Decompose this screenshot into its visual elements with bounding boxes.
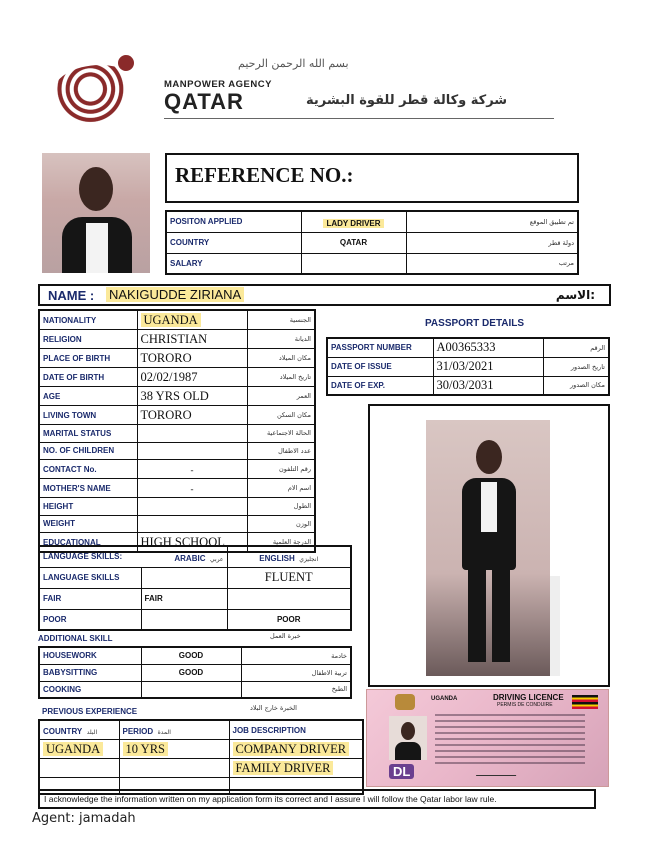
personal-row: [39, 442, 315, 460]
language-row-english: FLUENT: [227, 567, 351, 588]
logo-figure-icon: [118, 55, 134, 71]
applicant-name: NAKIGUDDE ZIRIANA: [106, 287, 244, 302]
position-arabic: تم تطبيق الموقع: [406, 211, 578, 232]
personal-value-cell: [137, 330, 247, 349]
personal-value: HIGH SCHOOL: [140, 535, 225, 549]
personal-value-cell: [137, 425, 247, 443]
personal-arabic: الجنسية: [247, 310, 315, 330]
personal-value-cell: [137, 349, 247, 368]
salary-row: [166, 253, 578, 274]
arabic-head: ARABIC: [174, 553, 206, 563]
poor-english: POOR: [227, 609, 351, 630]
agency-small-name: MANPOWER AGENCY: [164, 79, 272, 90]
personal-row: [39, 387, 315, 406]
personal-value: -: [190, 465, 194, 475]
bismillah: بسم الله الرحمن الرحيم: [238, 57, 349, 70]
babysitting-row: [39, 664, 351, 681]
personal-label: MOTHER'S NAME: [39, 479, 137, 498]
personal-value-cell: [137, 442, 247, 460]
language-row-arabic: [141, 567, 227, 588]
header: [48, 55, 568, 125]
additional-table: [38, 646, 352, 699]
experience-table: [38, 719, 364, 795]
licence-title: DRIVING LICENCE: [493, 693, 564, 702]
personal-value: -: [190, 484, 194, 494]
personal-value-cell: [137, 460, 247, 479]
personal-arabic: الدرجة العلمية: [247, 533, 315, 553]
personal-row: [39, 368, 315, 387]
english-head: ENGLISH: [259, 553, 295, 563]
issue-date-value: 31/03/2021: [433, 357, 543, 376]
language-header-row: [39, 546, 351, 567]
poor-arabic: [141, 609, 227, 630]
fair-row: [39, 588, 351, 609]
passport-number-arabic: الرقم: [543, 338, 609, 357]
passport-table: [326, 337, 610, 396]
personal-label: NATIONALITY: [39, 310, 137, 330]
housework-label: HOUSEWORK: [39, 647, 141, 664]
personal-value: CHRISTIAN: [140, 332, 208, 346]
personal-value-cell: [137, 310, 247, 330]
language-row-label: LANGUAGE SKILLS: [39, 567, 141, 588]
housework-arabic: خادمة: [241, 647, 351, 664]
country-arabic: دولة قطر: [406, 232, 578, 253]
uganda-flag-icon: [572, 695, 598, 709]
salary-label: SALARY: [166, 253, 301, 274]
acknowledgement-box: [38, 789, 596, 809]
agency-arabic-name: شركة وكالة قطر للقوة البشرية: [306, 93, 508, 108]
experience-period: 10 YRS: [123, 742, 168, 756]
housework-value: GOOD: [141, 647, 241, 664]
experience-job-2: FAMILY DRIVER: [233, 761, 334, 775]
col-country-ar: البلد: [86, 729, 98, 736]
personal-label: RELIGION: [39, 330, 137, 349]
expiry-date-arabic: مكان الصدور: [543, 376, 609, 395]
agency-big-name: QATAR: [164, 89, 244, 114]
personal-row: [39, 460, 315, 479]
personal-arabic: الطول: [247, 498, 315, 516]
acknowledgement-text: I acknowledge the information written on my application form its correct and I assure I will follow the Qatar labor law rule.: [44, 794, 497, 804]
issue-date-arabic: تاريخ الصدور: [543, 357, 609, 376]
personal-row: [39, 406, 315, 425]
cooking-label: COOKING: [39, 681, 141, 698]
personal-value: 02/02/1987: [140, 370, 198, 384]
full-photo-frame: [368, 404, 610, 687]
poor-row: [39, 609, 351, 630]
babysitting-label: BABYSITTING: [39, 664, 141, 681]
fair-english: [227, 588, 351, 609]
cooking-row: [39, 681, 351, 698]
personal-label: LIVING TOWN: [39, 406, 137, 425]
personal-label: MARITAL STATUS: [39, 425, 137, 443]
personal-label: CONTACT No.: [39, 460, 137, 479]
personal-arabic: العمر: [247, 387, 315, 406]
licence-subtitle: PERMIS DE CONDUIRE: [497, 702, 553, 708]
personal-value-cell: [137, 368, 247, 387]
personal-arabic: عدد الاطفال: [247, 442, 315, 460]
personal-row: [39, 515, 315, 533]
arabic-head-ar: عربي: [209, 555, 224, 563]
personal-label: EDUCATIONAL: [39, 533, 137, 553]
position-value-text: LADY DRIVER: [323, 219, 383, 228]
personal-arabic: تاريخ الميلاد: [247, 368, 315, 387]
personal-row: [39, 498, 315, 516]
personal-row: [39, 479, 315, 498]
passport-number-label: PASSPORT NUMBER: [327, 338, 433, 357]
issue-date-row: [327, 357, 609, 376]
header-underline: [164, 118, 554, 119]
experience-title-ar: الخبرة خارج البلاد: [250, 704, 297, 712]
personal-row: [39, 310, 315, 330]
personal-table: [38, 309, 316, 553]
experience-row: [39, 740, 363, 759]
additional-title: ADDITIONAL SKILL: [38, 634, 113, 643]
reference-title: REFERENCE NO.:: [175, 163, 354, 187]
passport-number-row: [327, 338, 609, 357]
agency-logo-icon: [52, 65, 148, 125]
salary-arabic: مرتب: [406, 253, 578, 274]
babysitting-value: GOOD: [141, 664, 241, 681]
licence-country: UGANDA: [431, 696, 458, 702]
fair-label: FAIR: [39, 588, 141, 609]
country-row: [166, 232, 578, 253]
experience-row: [39, 759, 363, 778]
additional-title-ar: خبرة العمل: [270, 632, 301, 640]
housework-row: [39, 647, 351, 664]
personal-arabic: رقم التلفون: [247, 460, 315, 479]
experience-job-1: COMPANY DRIVER: [233, 742, 350, 756]
personal-label: DATE OF BIRTH: [39, 368, 137, 387]
personal-value-cell: [137, 498, 247, 516]
personal-label: AGE: [39, 387, 137, 406]
language-row: [39, 567, 351, 588]
personal-value: TORORO: [140, 408, 192, 422]
personal-value-cell: [137, 387, 247, 406]
passport-title: PASSPORT DETAILS: [425, 318, 525, 329]
personal-label: NO. OF CHILDREN: [39, 442, 137, 460]
expiry-date-label: DATE OF EXP.: [327, 376, 433, 395]
agent-text: Agent: jamadah: [32, 811, 136, 826]
position-value: [301, 211, 406, 232]
personal-label: PLACE OF BIRTH: [39, 349, 137, 368]
personal-row: [39, 425, 315, 443]
driving-licence-card: [366, 689, 609, 787]
position-row: [166, 211, 578, 232]
applicant-photo-full: [426, 420, 550, 676]
personal-label: WEIGHT: [39, 515, 137, 533]
personal-arabic: الديانة: [247, 330, 315, 349]
personal-value-cell: [137, 479, 247, 498]
signature-icon: [476, 770, 518, 776]
personal-arabic: الوزن: [247, 515, 315, 533]
country-label: COUNTRY: [166, 232, 301, 253]
reference-box: [165, 153, 579, 203]
personal-arabic: مكان الميلاد: [247, 349, 315, 368]
col-job: JOB DESCRIPTION: [229, 720, 363, 740]
salary-value: [301, 253, 406, 274]
experience-header-row: [39, 720, 363, 740]
personal-arabic: اسم الام: [247, 479, 315, 498]
name-arabic: الاسم:: [555, 288, 595, 302]
language-header-label: LANGUAGE SKILLS:: [39, 546, 141, 567]
english-head-ar: انجليزي: [299, 555, 319, 563]
personal-arabic: الحالة الاجتماعية: [247, 425, 315, 443]
col-period-ar: المدة: [157, 729, 171, 736]
fair-arabic: FAIR: [141, 588, 227, 609]
passport-number-value: A00365333: [433, 338, 543, 357]
personal-value-cell: [137, 406, 247, 425]
cooking-value: [141, 681, 241, 698]
cooking-arabic: الطبخ: [241, 681, 351, 698]
licence-photo: [389, 716, 427, 760]
personal-value: 38 YRS OLD: [140, 389, 209, 403]
position-label: POSITON APPLIED: [166, 211, 301, 232]
personal-row: [39, 349, 315, 368]
expiry-date-value: 30/03/2031: [433, 376, 543, 395]
licence-badge: DL: [389, 764, 414, 779]
col-country: COUNTRY: [43, 727, 83, 736]
language-table: [38, 545, 352, 631]
personal-value: UGANDA: [141, 313, 201, 327]
personal-label: HEIGHT: [39, 498, 137, 516]
name-label: NAME :: [48, 288, 95, 303]
poor-label: POOR: [39, 609, 141, 630]
issue-date-label: DATE OF ISSUE: [327, 357, 433, 376]
experience-country: UGANDA: [43, 742, 103, 756]
applicant-photo-small: [42, 153, 150, 273]
personal-value: TORORO: [140, 351, 192, 365]
expiry-date-row: [327, 376, 609, 395]
uganda-coat-of-arms-icon: [395, 694, 415, 710]
licence-text-lines: [435, 714, 585, 764]
experience-title: PREVIOUS EXPERIENCE: [42, 707, 138, 716]
babysitting-arabic: تربية الاطفال: [241, 664, 351, 681]
col-period: PERIOD: [122, 727, 154, 736]
personal-row: [39, 330, 315, 349]
country-value: QATAR: [301, 232, 406, 253]
position-table: [165, 210, 579, 275]
name-bar: [38, 284, 611, 306]
personal-arabic: مكان السكن: [247, 406, 315, 425]
personal-value-cell: [137, 515, 247, 533]
